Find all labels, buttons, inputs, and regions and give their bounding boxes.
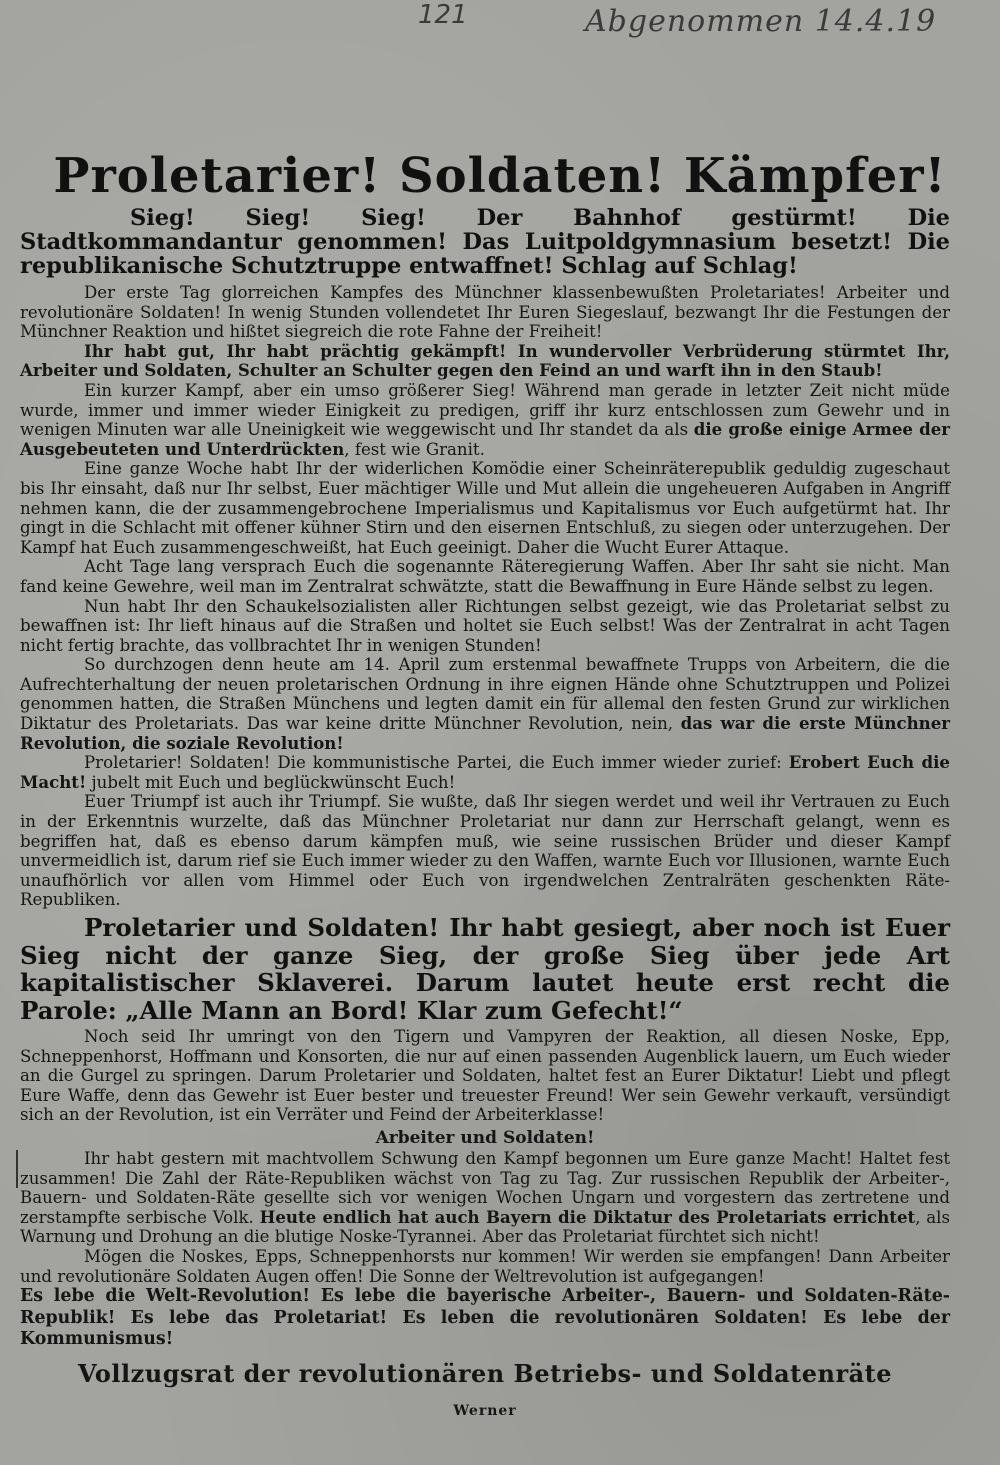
archive-handwritten-note: Abgenommen 14.4.19	[585, 4, 937, 39]
paragraph: Noch seid Ihr umringt von den Tigern und Vampyren der Reaktion, all diesen Noske, Epp, Schneppenhorst, Hoffmann und Konsorten, die nur auf einen passenden Augenblick lauern, um Euch wieder an die Gurgel zu springen. Darum Proletarier und Soldaten, haltet fest an Eurer Diktatur! Liebt und pflegt Eure Waffe, denn das Gewehr ist Euer bester und treuester Freund! Wer sein Gewehr verkauft, versündigt sich an der Revolution, ist ein Verräter und Feind der Arbeiterklasse!	[20, 1027, 950, 1125]
margin-pencil-mark	[16, 1150, 18, 1188]
text-run: jubelt mit Euch und beglückwünscht Euch!	[86, 772, 456, 792]
text-run: , fest wie Granit.	[344, 439, 485, 459]
archive-number: 121	[418, 0, 468, 30]
paragraph: Nun habt Ihr den Schaukelsozialisten aller Richtungen selbst gezeigt, wie das Proletariat selbst zu bewaffnen ist: Ihr lieft hinaus auf die Straßen und holtet sie Euch selbst! Was der Zentralrat in acht Tagen nicht fertig brachte, das vollbrachtet Ihr in wenigen Stunden!	[20, 596, 950, 655]
paragraph: Der erste Tag glorreichen Kampfes des Münchner klassenbewußten Proletariates! Arbeiter und revolutionäre Soldaten! In wenig Stunden vollendetet Ihr Euren Siegeslauf, bezwangt Ihr die Festungen der Münchner Reaktion und hißtet siegreich die rote Fahne der Freiheit!	[20, 283, 950, 342]
paragraph	[20, 753, 950, 792]
leaflet-title: Proletarier! Soldaten! Kämpfer!	[53, 148, 947, 204]
paragraph: Mögen die Noskes, Epps, Schneppenhorsts nur kommen! Wir werden sie empfangen! Dann Arbeiter und revolutionäre Soldaten Augen offen! Die Sonne der Weltrevolution ist aufgegangen!	[20, 1246, 950, 1286]
emphasis-text: die große einige Armee der Ausgebeuteten und Unterdrückten	[20, 419, 950, 459]
leaflet-body	[20, 206, 950, 1421]
signer-name: Werner	[453, 1402, 517, 1419]
paragraph-bold: Ihr habt gut, Ihr habt prächtig gekämpft! In wundervoller Verbrüderung stürmtet Ihr, Arbeiter und Soldaten, Schulter an Schulter gegen den Feind an und warft ihn in den Staub!	[20, 340, 950, 381]
intro-headline: Sieg! Sieg! Sieg! Der Bahnhof gestürmt! Die Stadtkommandantur genommen! Das Luitpoldgymnasium besetzt! Die republikanische Schutztruppe entwaffnet! Schlag auf Schlag!	[20, 205, 950, 279]
signature-line: Vollzugsrat der revolutionären Betriebs- und Soldatenräte	[77, 1358, 893, 1388]
emphasis-text: das war die erste Münchner Revolution, die soziale Revolution!	[20, 713, 950, 753]
paragraph	[20, 1149, 950, 1247]
emphasis-text: Heute endlich hat auch Bayern die Diktatur des Proletariats errichtet	[259, 1206, 916, 1227]
slogan-paragraph: Proletarier und Soldaten! Ihr habt gesiegt, aber noch ist Euer Sieg nicht der ganze Sieg, der große Sieg über jede Art kapitalistischer Sklaverei. Darum lautet heute erst recht die Parole: „Alle Mann an Bord! Klar zum Gefecht!“	[20, 913, 950, 1025]
text-run: Ein kurzer Kampf, aber ein umso größerer Sieg! Während man gerade in letzter Zeit nicht müde wurde, immer und immer wieder Einigkeit zu predigen, griff ihr kurz entschlossen zum Gewehr und in wenigen Minuten war alle Uneinigkeit wie weggewischt und Ihr standet da als	[20, 380, 950, 440]
text-run: Proletarier! Soldaten! Die kommunistische Partei, die Euch immer wieder zurief:	[84, 753, 789, 773]
closing-cheers: Es lebe die Welt-Revolution! Es lebe die bayerische Arbeiter-, Bauern- und Soldaten-Räte-Republik! Es lebe das Proletariat! Es leben die revolutionären Soldaten! Es lebe der Kommunismus!	[20, 1286, 950, 1350]
paragraph: Eine ganze Woche habt Ihr der widerlichen Komödie einer Scheinräterepublik geduldig zugeschaut bis Ihr einsaht, daß nur Ihr selbst, Euer mächtiger Wille und Mut allein die ungeheueren Aufgaben in Angriff nehmen kann, die der zusammengebrochene Imperialismus und Kapitalismus vor Euch aufgetürmt hat. Ihr gingt in die Schlacht mit offener kühner Stirn und den eisernen Entschluß, zu siegen oder unterzugehen. Der Kampf hat Euch zusammengeschweißt, hat Euch geeinigt. Daher die Wucht Eurer Attaque.	[20, 459, 950, 557]
paragraph: Euer Triumpf ist auch ihr Triumpf. Sie wußte, daß Ihr siegen werdet und weil ihr Vertrauen zu Euch in der Erkenntnis wurzelte, daß das Münchner Proletariat nur dann zur Herrschaft gelangt, wenn es begriffen hat, daß es ebenso darum kämpfen muß, wie seine russischen Brüder und dieser Kampf unvermeidlich ist, darum rief sie Euch immer wieder zu den Waffen, warnte Euch vor Illusionen, warnte Euch unaufhörlich vor allen vom Himmel oder Euch von irgendwelchen Zentralräten geschenkten Räte-Republiken.	[20, 792, 950, 910]
text-run: Ihr habt gestern mit machtvollem Schwung den Kampf begonnen um Eure ganze Macht! Haltet fest zusammen! Die Zahl der Räte-Republiken wächst von Tag zu Tag. Zur russischen Republik der Arbeiter-, Bauern- und Soldaten-Räte gesellte sich vor wenigen Wochen Ungarn und vorgestern das zertretene und zerstampfte serbische Volk.	[20, 1148, 950, 1227]
section-heading: Arbeiter und Soldaten!	[375, 1127, 595, 1148]
paragraph	[20, 381, 950, 459]
emphasis-text: Erobert Euch die Macht!	[20, 752, 950, 792]
paragraph: Acht Tage lang versprach Euch die sogenannte Räteregierung Waffen. Aber Ihr saht sie nicht. Man fand keine Gewehre, weil man im Zentralrat schwätzte, statt die Bewaffnung in Eure Hände selbst zu legen.	[20, 557, 950, 596]
text-run: , als Warnung und Drohung an die blutige Noske-Tyrannei. Aber das Proletariat fürchtet sich nicht!	[20, 1207, 951, 1247]
paragraph	[20, 655, 950, 753]
text-run: So durchzogen denn heute am 14. April zum erstenmal bewaffnete Trupps von Arbeitern, die die Aufrechterhaltung der neuen proletarischen Ordnung in ihre eignen Hände ohne Schutztruppen und Polizei genommen hatten, die Straßen Münchens und legten damit ein für allemal den festen Grund zur wirklichen Diktatur des Proletariats. Das war keine dritte Münchner Revolution, nein,	[20, 655, 950, 734]
